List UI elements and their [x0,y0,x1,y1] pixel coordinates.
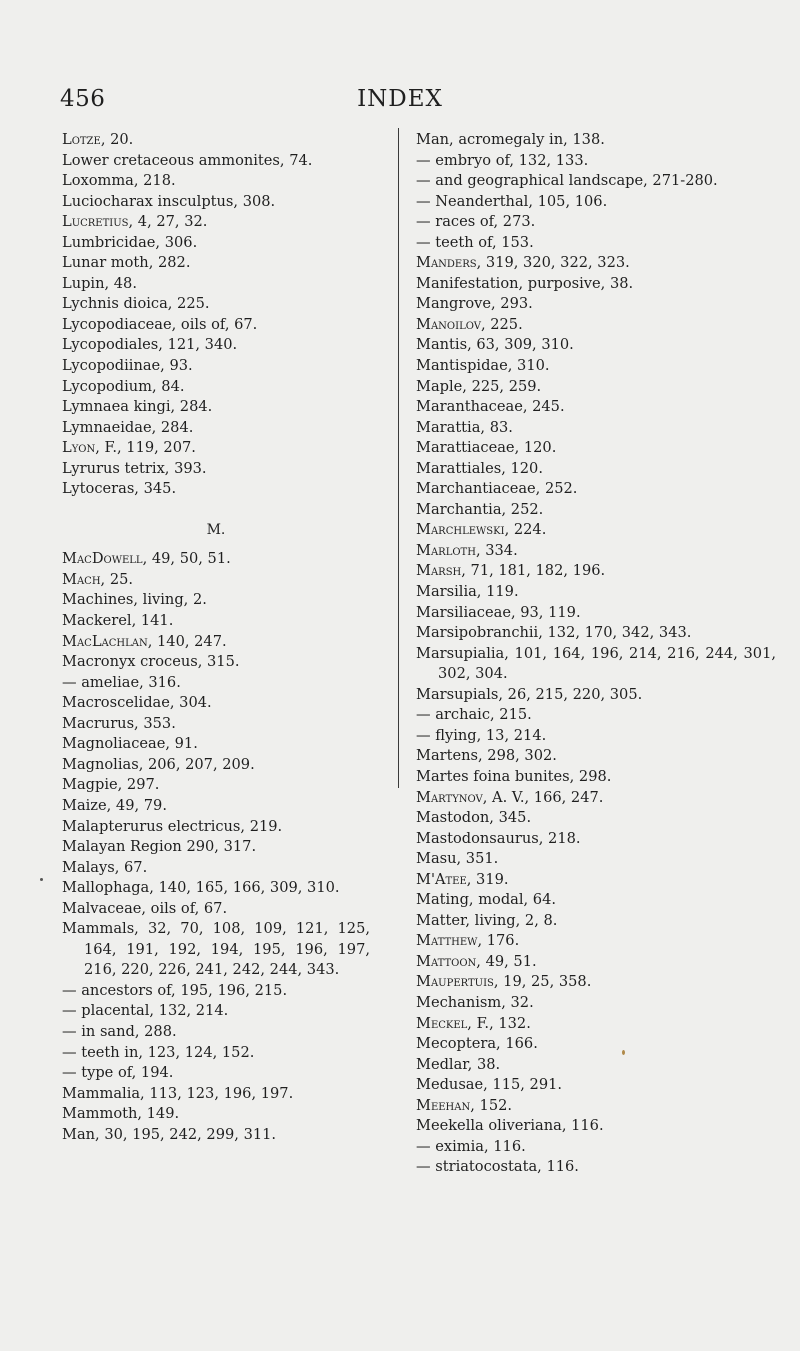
index-entry [62,438,370,459]
entry-author: Meckel, F. [416,1014,490,1032]
index-entry [62,632,370,653]
index-entry: — flying, 13, 214. [416,726,547,744]
right-column [416,130,776,1178]
entry-author: Lyon, F. [62,439,118,457]
index-entry: Magpie, 297. [62,776,160,794]
section-letter-m: M. [206,521,226,538]
index-entry: Lycopodiinae, 93. [62,357,193,375]
index-entry: Maize, 49, 79. [62,796,167,814]
paper-dot [40,878,43,881]
index-entry: Mastodon, 345. [416,809,532,827]
entry-pages: , 152. [470,1096,513,1114]
entry-pages: , 319, 320, 322, 323. [476,254,630,272]
index-entry: Magnoliaceae, 91. [62,735,198,753]
entry-pages: , 119, 207. [117,439,196,457]
index-entry: Mammalia, 113, 123, 196, 197. [62,1084,294,1102]
index-entry: Mecoptera, 166. [416,1035,538,1053]
index-entry: Mammoth, 149. [62,1105,180,1123]
index-entry: — placental, 132, 214. [62,1002,229,1020]
index-entry [416,541,776,562]
index-entry: — races of, 273. [416,213,536,231]
index-entry: Man, acromegaly in, 138. [416,131,605,148]
index-entry: Mantis, 63, 309, 310. [416,336,574,354]
index-entry: — teeth of, 153. [416,233,534,251]
index-entry: Malays, 67. [62,858,148,876]
index-entry [62,130,370,151]
index-entry: Martens, 298, 302. [416,747,557,765]
left-column [62,130,370,1145]
entry-author: M'Atee [416,870,467,888]
index-entry: Lychnis dioica, 225. [62,295,210,313]
index-entry: Machines, living, 2. [62,591,207,609]
index-entry: Mantispidae, 310. [416,357,550,375]
index-entry: — embryo of, 132, 133. [416,151,589,169]
index-entry: Mackerel, 141. [62,612,174,630]
index-entry [416,931,776,952]
entry-pages: , 49, 50, 51. [142,550,231,568]
index-entry [416,520,776,541]
entry-author: Marchlewski [416,521,505,539]
entry-pages: , 25. [100,570,134,588]
entry-pages: , 19, 25, 358. [493,973,592,991]
index-entry: Medlar, 38. [416,1055,501,1073]
index-entry: — archaic, 215. [416,706,532,724]
index-entry: Mastodonsaurus, 218. [416,829,581,847]
index-entry: Lymnaeidae, 284. [62,418,194,436]
index-entry [416,870,776,891]
entry-author: Manoilov [416,315,481,333]
entry-pages: , 140, 247. [147,632,227,650]
index-entry: Macrurus, 353. [62,714,176,732]
index-entry [416,1014,776,1035]
entry-author: Marloth [416,541,476,559]
index-entry: Marsiliaceae, 93, 119. [416,603,581,621]
index-entry [62,212,370,233]
index-entry: — in sand, 288. [62,1022,177,1040]
entry-author: Matthew [416,932,478,950]
entry-pages: , 319. [466,870,509,888]
entry-pages: , 71, 181, 182, 196. [461,562,606,580]
index-entry: Marattiaceae, 120. [416,439,557,457]
entry-pages: , 166, 247. [524,788,604,806]
index-entry [62,570,370,591]
index-entry: Marchantiaceae, 252. [416,480,578,498]
index-entry [416,315,776,336]
entry-pages: , 49, 51. [476,952,537,970]
index-entry: Manifestation, purposive, 38. [416,274,634,292]
index-entry: Mammals, 32, 70, 108, 109, 121, 125, 164, 191, 192, 194, 195, 196, 197, 216, 220, 226, 241, 242, 244, 343. [62,920,370,979]
index-entry: Marsipobranchii, 132, 170, 342, 343. [416,624,692,642]
index-entry: Mangrove, 293. [416,295,533,313]
entry-pages: , 20. [100,131,134,148]
index-entry: Marsilia, 119. [416,583,519,601]
entry-author: Martynov, A. V. [416,788,525,806]
index-entry: Loxomma, 218. [62,172,176,190]
index-entry: Lunar moth, 282. [62,254,191,272]
index-entry: Lycopodiaceae, oils of, 67. [62,315,258,333]
index-entry [416,788,776,809]
index-entry: Lupin, 48. [62,274,137,292]
index-entry: — ameliae, 316. [62,673,181,691]
index-entry: Man, 30, 195, 242, 299, 311. [62,1125,277,1143]
index-entry: — teeth in, 123, 124, 152. [62,1043,255,1061]
entry-author: Mattoon [416,952,477,970]
index-entry: Maranthaceae, 245. [416,398,565,416]
column-divider [398,128,399,788]
page-number: 456 [60,86,106,112]
entry-pages: , 4, 27, 32. [128,213,208,231]
index-entry [416,1096,776,1117]
index-entry: — striatocostata, 116. [416,1158,579,1176]
index-entry: Magnolias, 206, 207, 209. [62,755,255,773]
index-entry: — type of, 194. [62,1064,174,1082]
entry-author: Meehan [416,1096,471,1114]
index-entry: Lumbricidae, 306. [62,233,198,251]
entry-author: Marsh [416,562,462,580]
index-entry: Malvaceae, oils of, 67. [62,899,228,917]
entry-pages: , 224. [504,521,547,539]
index-entry: Maple, 225, 259. [416,377,542,395]
entry-pages: , 132. [489,1014,531,1032]
left-entries-before [62,130,370,500]
index-entry: Malayan Region 290, 317. [62,838,257,856]
index-entry: Lycopodiales, 121, 340. [62,336,238,354]
entry-author: Maupertuis [416,973,494,991]
index-entry: Martes foina bunites, 298. [416,767,612,785]
index-entry: Lymnaea kingi, 284. [62,398,213,416]
entry-author: Lucretius [62,213,129,231]
index-entry: Medusae, 115, 291. [416,1076,563,1094]
index-entry [416,952,776,973]
index-entry: Macroscelidae, 304. [62,694,212,712]
index-entry: Mechanism, 32. [416,993,534,1011]
index-entry: Lower cretaceous ammonites, 74. [62,151,313,169]
index-entry: Marattiales, 120. [416,459,543,477]
index-entry: Luciocharax insculptus, 308. [62,192,276,210]
entry-pages: , 334. [475,541,518,559]
index-entry: Marsupials, 26, 215, 220, 305. [416,685,643,703]
index-entry: Mating, modal, 64. [416,891,557,909]
index-entry: Matter, living, 2, 8. [416,911,558,929]
index-entry: Lytoceras, 345. [62,480,177,498]
entry-author: MacLachlan [62,632,148,650]
index-entry: Macronyx croceus, 315. [62,653,240,671]
right-entries [416,130,776,1178]
index-entry: Meekella oliveriana, 116. [416,1117,604,1135]
index-entry: — and geographical landscape, 271-280. [416,172,718,190]
entry-pages: , 176. [477,932,520,950]
index-entry: Masu, 351. [416,850,499,868]
entry-author: Manders [416,254,477,272]
index-entry: Marattia, 83. [416,418,513,436]
entry-author: Lotze [62,131,101,148]
index-entry: Malapterurus electricus, 219. [62,817,283,835]
index-entry [416,561,776,582]
entry-author: Mach [62,570,101,588]
entry-author: MacDowell [62,550,143,568]
index-entry [416,253,776,274]
paper-speck [622,1050,625,1055]
left-entries-after [62,549,370,1145]
index-entry: Lycopodium, 84. [62,377,185,395]
index-entry: Mallophaga, 140, 165, 166, 309, 310. [62,879,340,897]
index-entry: — ancestors of, 195, 196, 215. [62,981,288,999]
index-entry: — Neanderthal, 105, 106. [416,192,608,210]
index-entry: — eximia, 116. [416,1137,526,1155]
index-entry: Marchantia, 252. [416,500,544,518]
index-entry [416,972,776,993]
index-entry: Lyrurus tetrix, 393. [62,459,207,477]
index-entry: Marsupialia, 101, 164, 196, 214, 216, 244, 301, 302, 304. [416,644,776,683]
index-entry [62,549,370,570]
page-title: INDEX [357,86,443,112]
entry-pages: , 225. [480,315,523,333]
